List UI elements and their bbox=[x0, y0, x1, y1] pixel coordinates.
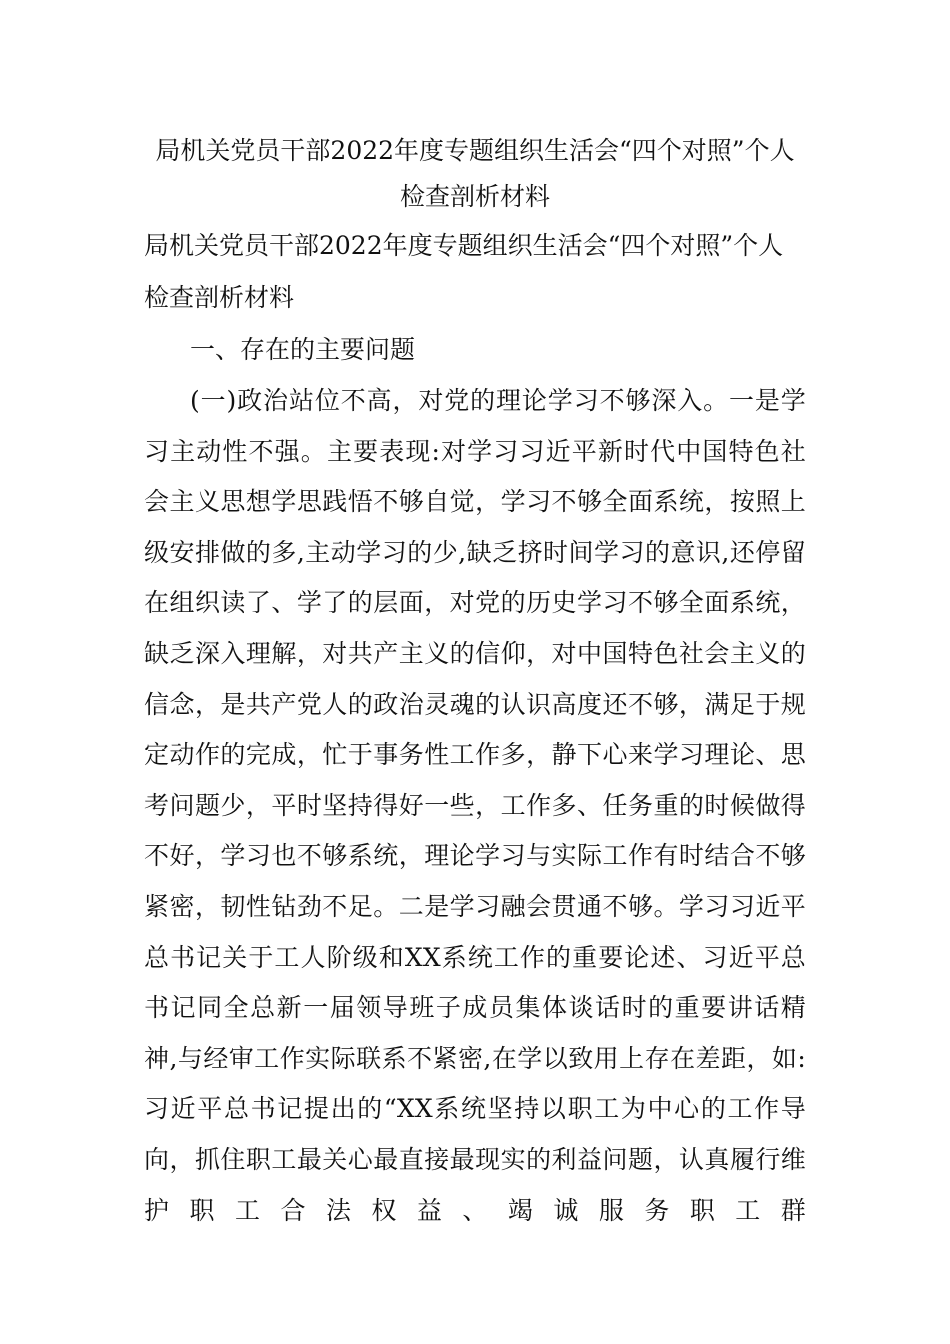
document-body bbox=[144, 128, 806, 1236]
section-heading: 一、存在的主要问题 bbox=[190, 335, 416, 364]
document-title: 局机关党员干部2022年度专题组织生活会“四个对照”个人检查剖析材料 bbox=[155, 136, 795, 211]
repeated-title: 局机关党员干部2022年度专题组织生活会“四个对照”个人检查剖析材料 bbox=[144, 231, 784, 312]
body-paragraph: (一)政治站位不高，对党的理论学习不够深入。一是学习主动性不强。主要表现:对学习习近平新时代中国特色社会主义思想学思践悟不够自觉，学习不够全面系统，按照上级安排做的多,主动学习的少,缺乏挤时间学习的意识,还停留在组织读了、学了的层面，对党的历史学习不够全面系统，缺乏深入理解，对共产主义的信仰，对中国特色社会主义的信念，是共产党人的政治灵魂的认识高度还不够，满足于规定动作的完成，忙于事务性工作多，静下心来学习理论、思考问题少，平时坚持得好一些，工作多、任务重的时候做得不好，学习也不够系统，理论学习与实际工作有时结合不够紧密，韧性钻劲不足。二是学习融会贯通不够。学习习近平总书记关于工人阶级和XX系统工作的重要论述、习近平总书记同全总新一届领导班子成员集体谈话时的重要讲话精神,与经审工作实际联系不紧密,在学以致用上存在差距，如:习近平总书记提出的“XX系统坚持以职工为中心的工作导向，抓住职工最关心最直接最现实的利益问题，认真履行维护职工合法权益、竭诚服务职工群 bbox=[144, 386, 806, 1225]
